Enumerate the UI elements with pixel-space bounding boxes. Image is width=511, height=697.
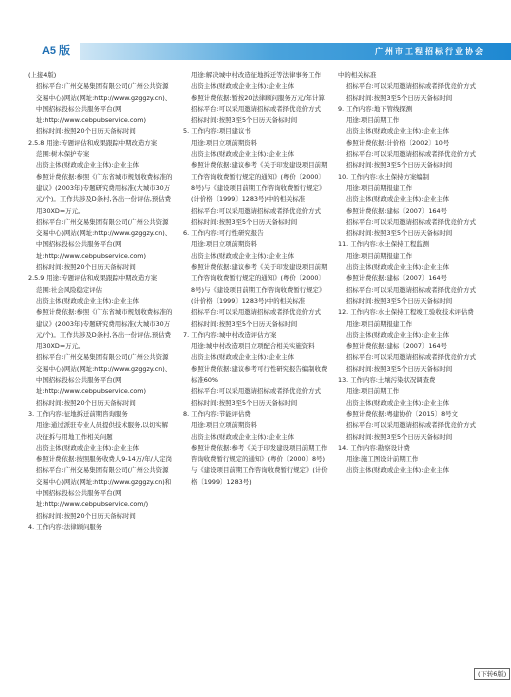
paragraph: 用途:项目前期工作: [346, 116, 400, 125]
paragraph: 招标时间:按照3至5个日历天备标时间: [346, 161, 453, 170]
paragraph: 用途:城中村改造项目立项配合相关实施资料: [191, 342, 315, 351]
paragraph: 招标时间:按照20个日历天备标时间: [36, 127, 136, 136]
paragraph: 参照计费依据:参照《广东省城市规划收费标准的建议》(2003年)专题研究费用标准(大城市30万元/个)。工作共涉及D条村,各出一份评估,预估费用30XD=万元。: [36, 308, 173, 351]
paragraph: 招标时间:按照20个日历天备标时间: [36, 398, 136, 407]
paragraph: 用途:项目立项前期资料: [191, 421, 258, 430]
paragraph: 用途:施工图设计前期工作: [346, 455, 419, 464]
paragraph: 参照计费依据:建议参考《关于印发建设项目前期工作咨询收费暂行规定的通知》(粤价〔2000〕8号)与《建设项目前期工作咨询收费暂行规定》(计价格〔1999〕1283号)中的相关标准: [191, 263, 328, 305]
paragraph: 招标平台:可以采用邀请招标或者择优竞价方式: [346, 421, 476, 430]
paragraph: 招标时间:按照3至5个日历天备标时间: [346, 432, 453, 441]
paragraph: 出资主体(财政或企业主体):企业主体: [191, 432, 294, 441]
paragraph: 出资主体(财政或企业主体):企业主体: [346, 195, 449, 204]
paragraph: 出资主体(财政或企业主体):企业主体: [346, 263, 449, 272]
paragraph: 5. 工作内容:项目建议书: [183, 127, 251, 136]
paragraph: 招标平台:可以采用邀请招标或者择优竞价方式: [346, 150, 476, 159]
paragraph: 参照计费依据:建议参考《关于印发建设项目前期工作咨询收费暂行规定的通知》(粤价〔2000〕8号)与《建设项目前期工作咨询收费暂行规定》(计价格〔1999〕1283号)中的相关标准: [191, 161, 328, 204]
paragraph: 2.5.8 用途:专题评估和成果跟踪中期改造方案: [28, 138, 158, 147]
paragraph: 出资主体(财政或企业主体):企业主体: [191, 150, 294, 159]
header-band: [80, 43, 511, 60]
paragraph: 招标时间:按照20个日历天备标时间: [36, 263, 136, 272]
paragraph: 8. 工作内容:节能评估费: [183, 409, 251, 418]
paragraph: 招标平台:可以采用邀请招标或者择优竞价方式: [191, 308, 321, 317]
paragraph: 招标时间:按照3至5个日历天备标时间: [346, 364, 453, 373]
paragraph: 参照计费依据:暂按20法律顾问服务万元/年计算: [191, 93, 325, 102]
paragraph: 招标平台:广州交易集团有限公司(广州公共资源交易中心)网站(网址:http://www.gzggzy.cn)、中国招标投标公共服务平台(网址:http://www.cebpubservice.com): [36, 82, 172, 125]
paragraph: 招标时间:按照3至5个日历天备标时间: [191, 217, 298, 226]
article-columns: [28, 70, 484, 680]
paragraph: 参照计费依据:参考《关于印发建设项目前期工作咨询收费暂行规定的通知》(粤价〔2000〕8号)与《建设项目前期工作咨询收费暂行规定》(计价格〔1999〕1283号): [191, 443, 328, 486]
paragraph: 招标时间:按照3至5个日历天备标时间: [191, 398, 298, 407]
paragraph: 出资主体(财政或企业主体):企业主体: [346, 466, 449, 475]
text-column-1: [28, 70, 173, 680]
paragraph: 用途:项目立项前期资料: [191, 240, 258, 249]
paragraph: 出资主体(财政或企业主体):企业主体: [36, 443, 139, 452]
paragraph: 6. 工作内容:可行性研究报告: [183, 229, 264, 238]
paragraph: 参照计费依据:建标〔2007〕164号: [346, 206, 447, 215]
paragraph: 中的相关标准: [338, 71, 377, 79]
paragraph: 范围:树木保护专案: [36, 150, 90, 159]
paragraph: 参照计费依据:粤建协价〔2015〕8号文: [346, 409, 458, 418]
paragraph: 招标时间:按照3至5个日历天备标时间: [191, 319, 298, 328]
paragraph: 招标平台:可以采用邀请招标或者择优竞价方式: [346, 217, 476, 226]
paragraph: 出资主体(财政或企业主体):企业主体: [191, 82, 294, 91]
paragraph: 出资主体(财政或企业主体):企业主体: [36, 296, 139, 305]
paragraph: 出资主体(财政或企业主体):企业主体: [346, 398, 449, 407]
paragraph: 招标平台:可以采用邀请招标或者择优竞价方式: [191, 206, 321, 215]
paragraph: 参照计费依据:按照服务收费人9-14万/年/人定岗: [36, 455, 172, 464]
paragraph: 用途:通过派驻专业人员提供技术服务,以切实解决征拆与用地工作相关问题: [36, 421, 168, 441]
paragraph: 招标平台:可以采用邀请招标或者择优竞价方式: [346, 353, 476, 362]
paragraph: 参照计费依据:建议参考可行性研究报告编制收费标准60%: [191, 364, 328, 385]
paragraph: 招标时间:按照3至5个日历天备标时间: [346, 93, 453, 102]
paragraph: 招标平台:广州交易集团有限公司(广州公共资源交易中心)网站(网址:http://www.gzggzy.cn)、中国招标投标公共服务平台(网址:http://www.cebpubservice.com): [36, 217, 172, 260]
paragraph: 招标时间:按照20个日历天备标时间: [36, 511, 136, 520]
text-column-3: [338, 70, 483, 680]
paragraph: 招标时间:按照3至5个日历天备标时间: [346, 229, 453, 238]
paragraph: 招标平台:可以采用邀请招标或者择优竞价方式: [191, 387, 321, 396]
page-tag: A5 版: [32, 40, 80, 62]
paragraph: 招标时间:按照3至5个日历天备标时间: [346, 296, 453, 305]
paragraph: 用途:项目前期报建工作: [346, 319, 413, 328]
paragraph: 招标平台:可以采用邀请招标或者择优竞价方式: [346, 82, 476, 91]
paragraph: 参照计费依据:建标〔2007〕164号: [346, 342, 447, 351]
paragraph: 参照计费依据:参照《广东省城市规划收费标准的建议》(2003年)专题研究费用标准(大城市30万元/个)。工作共涉及D条村,各出一份评估,预估费用30XD=万元。: [36, 172, 173, 215]
paragraph: 用途:解决城中村改造征地拆迁等法律事务工作: [191, 71, 321, 79]
page-header: [0, 40, 511, 62]
paragraph: 出资主体(财政或企业主体):企业主体: [346, 330, 449, 339]
paragraph: 招标平台:可以采用邀请招标或者择优竞价方式: [346, 285, 476, 294]
paragraph: 2.5.9 用途:专题评估和成果跟踪中期改造方案: [28, 274, 158, 283]
paragraph: 用途:项目前期报建工作: [346, 183, 413, 192]
paragraph: 出资主体(财政或企业主体):企业主体: [191, 353, 294, 362]
paragraph: 14. 工作内容:勘察设计费: [338, 443, 410, 452]
paragraph: 用途:项目立项前期资料: [191, 138, 258, 147]
paragraph: 出资主体(财政或企业主体):企业主体: [346, 127, 449, 136]
paragraph: 招标时间:按照3至5个日历天备标时间: [191, 116, 298, 125]
paragraph: 13. 工作内容:土壤污染状况调查费: [338, 376, 436, 385]
text-column-2: [183, 70, 328, 680]
paragraph: 7. 工作内容:城中村改造评估方案: [183, 330, 277, 339]
paragraph: 10. 工作内容:水土保持方案编制: [338, 172, 430, 181]
paragraph: 参照计费依据:计价格〔2002〕10号: [346, 138, 450, 147]
paragraph: 范围:社会风险稳定评估: [36, 285, 103, 294]
paragraph: 用途:项目前期工作: [346, 387, 400, 396]
paragraph: 参照计费依据:建标〔2007〕164号: [346, 274, 447, 283]
paragraph: 出资主体(财政或企业主体):企业主体: [36, 161, 139, 170]
paragraph: 12. 工作内容:水土保持工程竣工验收技术评估费: [338, 308, 474, 317]
paragraph: 招标平台:可以采用邀请招标或者择优竞价方式: [191, 104, 321, 113]
paragraph: (上接4版): [28, 71, 57, 79]
paragraph: 4. 工作内容:法律顾问服务: [28, 522, 103, 531]
paragraph: 9. 工作内容:地下管线探测: [338, 104, 413, 113]
paragraph: 11. 工作内容:水土保持工程监测: [338, 240, 430, 249]
continued-note: (下转6版): [474, 668, 510, 680]
paragraph: 3. 工作内容:征地拆迁前期咨询服务: [28, 409, 128, 418]
paragraph: 招标平台:广州交易集团有限公司(广州公共资源交易中心)网站(网址:http://www.gzggzy.cn)、中国招标投标公共服务平台(网址:http://www.cebpubservice.com): [36, 353, 172, 396]
paragraph: 出资主体(财政或企业主体):企业主体: [191, 251, 294, 260]
publication-title: 广州市工程招标行业协会: [375, 47, 485, 56]
paragraph: 用途:项目前期报建工作: [346, 251, 413, 260]
paragraph: 招标平台:广州交易集团有限公司(广州公共资源交易中心)网站(网址:http://www.gzggzy.cn)和中国招标投标公共服务平台(网址:http://www.cebpubservice.com/): [36, 466, 172, 509]
